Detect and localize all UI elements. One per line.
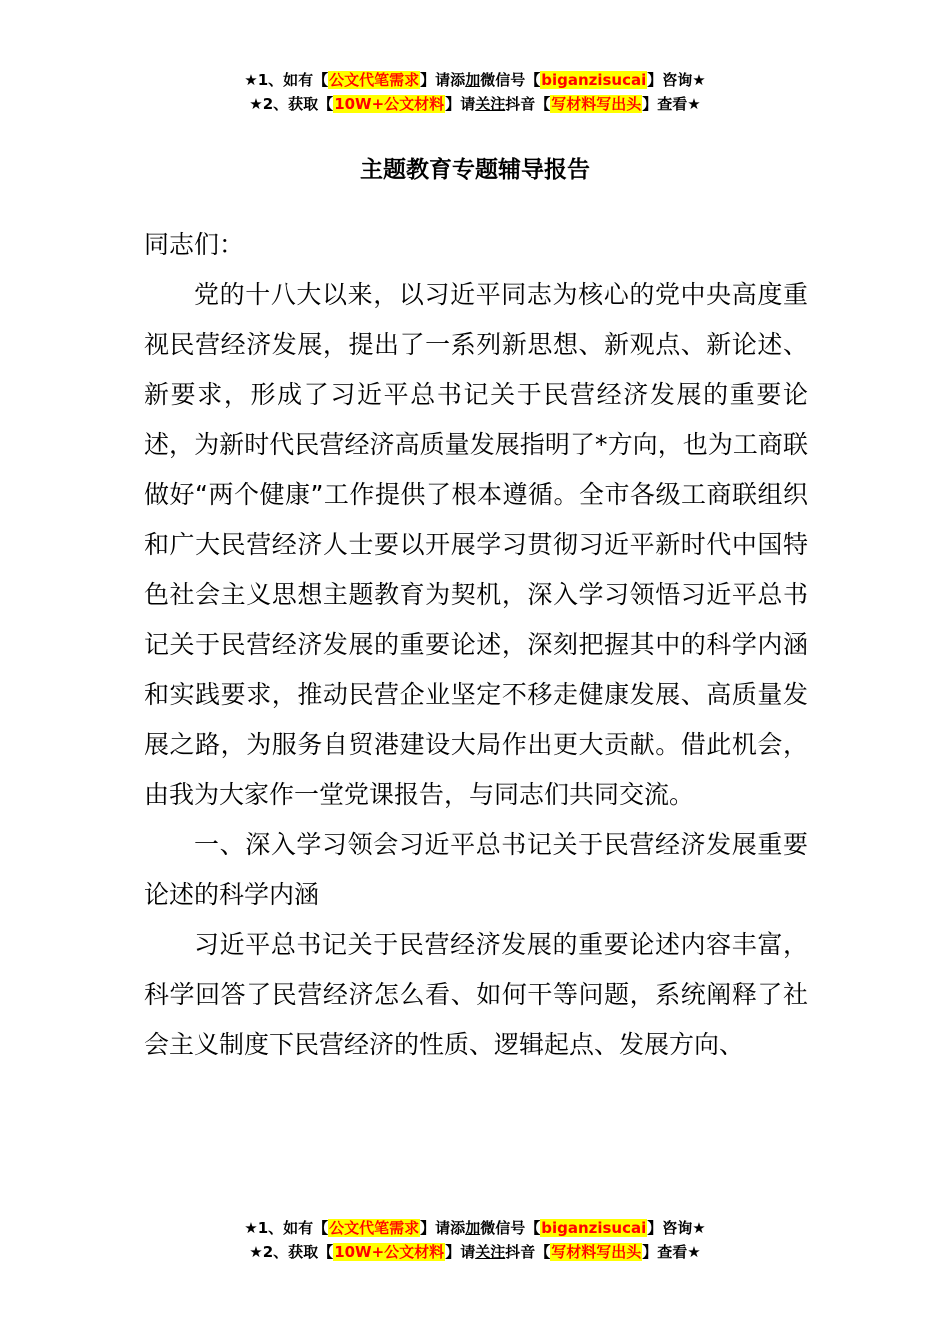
section-heading: 一、深入学习领会习近平总书记关于民营经济发展重要论述的科学内涵 [144,830,808,909]
promo-underlined-text: 加 [465,71,481,89]
promo-text: 】查看★ [642,1243,701,1261]
promo-highlight-douyin-id: 写材料写出头 [551,1243,642,1261]
salutation: 同志们： [144,230,245,259]
promo-text: 】请添 [420,71,466,89]
promo-underlined-text: 加 [465,1219,481,1237]
body-paragraph: 党的十八大以来，以习近平同志为核心的党中央高度重视民营经济发展，提出了一系列新思想、新观点、新论述、新要求，形成了习近平总书记关于民营经济发展的重要论述，为新时代民营经济高质量发展指明了*方向，也为工商联做好“两个健康”工作提供了根本遵循。全市各级工商联组织和广大民营经济人士要以开展学习贯彻习近平新时代中国特色社会主义思想主题教育为契机，深入学习领悟习近平总书记关于民营经济发展的重要论述，深刻把握其中的科学内涵和实践要求，推动民营企业坚定不移走健康发展、高质量发展之路，为服务自贸港建设大局作出更大贡献。借此机会，由我为大家作一堂党课报告，与同志们共同交流。 [144,280,808,809]
promo-text: ★1、如有【 [244,71,329,89]
promo-text: 】请 [445,1243,476,1261]
document-title: 主题教育专题辅导报告 [360,157,590,183]
promo-highlight: 公文代笔需求 [329,71,420,89]
promo-text: 】咨询★ [647,71,706,89]
promo-text: ★2、获取【 [249,95,334,113]
promo-text: ★2、获取【 [249,1243,334,1261]
promo-text: 微信号【 [480,71,541,89]
promo-highlight-douyin-id: 写材料写出头 [551,95,642,113]
promo-line-2 [0,1240,950,1264]
promo-highlight: 10W+公文材料 [334,95,445,113]
promo-highlight: 10W+公文材料 [334,1243,445,1261]
document-body [144,220,808,1070]
promo-text: 抖音【 [505,95,551,113]
top-promo-banner [0,68,950,116]
promo-highlight-wechat-id: biganzisucai [541,71,647,89]
promo-line-2 [0,92,950,116]
promo-underlined-text: 关注 [475,1243,506,1261]
promo-text: 】查看★ [642,95,701,113]
promo-highlight: 公文代笔需求 [329,1219,420,1237]
promo-text: 】请 [445,95,476,113]
body-paragraph: 习近平总书记关于民营经济发展的重要论述内容丰富，科学回答了民营经济怎么看、如何干等问题，系统阐释了社会主义制度下民营经济的性质、逻辑起点、发展方向、 [144,930,808,1059]
promo-highlight-wechat-id: biganzisucai [541,1219,647,1237]
promo-text: 】请添 [420,1219,466,1237]
promo-text: 微信号【 [480,1219,541,1237]
promo-text: ★1、如有【 [244,1219,329,1237]
promo-text: 抖音【 [505,1243,551,1261]
promo-line-1 [0,1216,950,1240]
promo-underlined-text: 关注 [475,95,506,113]
promo-text: 】咨询★ [647,1219,706,1237]
bottom-promo-banner [0,1216,950,1264]
promo-line-1 [0,68,950,92]
